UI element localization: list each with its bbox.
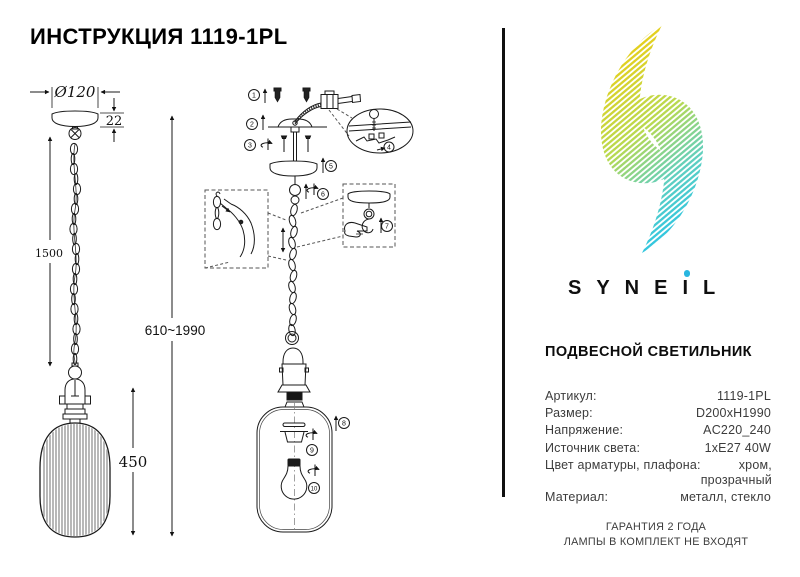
svg-text:5: 5 <box>329 163 333 171</box>
step-6-ball-loop <box>290 184 329 205</box>
dim-total-height-label: 610~1990 <box>144 323 206 338</box>
assembly-chain <box>283 204 298 337</box>
pliers-inset-box <box>205 190 286 268</box>
spec-value: 1119-1PL <box>717 389 771 403</box>
technical-drawing <box>0 75 500 575</box>
dim-diameter <box>30 83 120 108</box>
spec-row-article <box>545 389 771 404</box>
spec-value: D200xH1990 <box>696 406 771 421</box>
assembly-socket <box>278 332 310 401</box>
svg-text:8: 8 <box>342 420 346 428</box>
dim-total-height <box>145 116 205 536</box>
wordmark-end: L <box>703 277 731 299</box>
svg-text:2: 2 <box>250 121 254 129</box>
step-2-bracket <box>247 115 328 132</box>
ceiling-detail-inset <box>347 109 413 153</box>
svg-text:7: 7 <box>385 223 389 231</box>
svg-text:3: 3 <box>248 142 252 150</box>
spec-value: 1xE27 40W <box>704 440 771 455</box>
svg-text:4: 4 <box>387 144 391 152</box>
spec-row-light-source <box>545 441 771 456</box>
product-type-heading: ПОДВЕСНОЙ СВЕТИЛЬНИК <box>545 344 752 360</box>
svg-text:6: 6 <box>321 191 325 199</box>
dim-shade-height-label: 450 <box>118 453 148 471</box>
step-3-screws <box>245 136 311 152</box>
step-5-canopy <box>270 158 337 176</box>
spec-value: AC220_240 <box>703 423 771 438</box>
wordmark-start: SYNE <box>568 277 683 299</box>
spec-table <box>545 389 771 507</box>
warranty-note <box>520 520 792 550</box>
dim-canopy-height <box>100 98 124 142</box>
chain <box>70 143 81 364</box>
ribbed-glass-shade <box>40 423 110 537</box>
brand-logo <box>578 15 748 270</box>
spec-label: Размер: <box>545 406 593 421</box>
dim-shade-height <box>119 388 148 535</box>
ceiling-canopy <box>52 111 98 140</box>
left-dimensioned-drawing <box>30 83 205 537</box>
light-bulb <box>281 459 307 499</box>
dim-chain-length-label: 1500 <box>35 247 63 260</box>
hook-inset-box <box>297 184 395 247</box>
lamp-socket <box>60 363 91 423</box>
svg-text:9: 9 <box>310 447 314 455</box>
spec-label: Артикул: <box>545 389 597 403</box>
spec-row-voltage <box>545 423 771 438</box>
assembly-shade <box>257 402 350 532</box>
spec-row-color <box>545 458 771 487</box>
warranty-line-1: ГАРАНТИЯ 2 ГОДА <box>605 521 707 533</box>
dim-chain-length <box>35 137 63 366</box>
spec-row-material <box>545 490 771 505</box>
warranty-line-2: ЛАМПЫ В КОМПЛЕКТ НЕ ВХОДЯТ <box>563 536 749 549</box>
wordmark-i: I <box>682 277 703 300</box>
spec-label: Источник света: <box>545 440 641 455</box>
assembly-diagram <box>205 88 413 532</box>
svg-text:10: 10 <box>310 486 318 493</box>
leader-to-inset <box>329 109 352 136</box>
spec-row-size <box>545 406 771 421</box>
brand-wordmark <box>568 277 730 300</box>
logo-s-swirl <box>601 25 703 253</box>
spec-label: Материал: <box>545 489 609 504</box>
spec-label: Цвет арматуры, плафона: <box>545 457 701 472</box>
spec-label: Напряжение: <box>545 423 624 438</box>
step-1-anchors <box>249 88 311 103</box>
dim-canopy-height-label: 22 <box>105 114 123 129</box>
svg-text:1: 1 <box>252 92 256 100</box>
page-title: ИНСТРУКЦИЯ 1119-1PL <box>30 24 288 49</box>
spec-value: металл, стекло <box>680 489 771 504</box>
i-dot-icon <box>684 270 691 277</box>
dim-diameter-label: Ø120 <box>54 83 96 101</box>
section-divider <box>502 28 505 497</box>
spec-value: хром, прозрачный <box>700 457 772 487</box>
